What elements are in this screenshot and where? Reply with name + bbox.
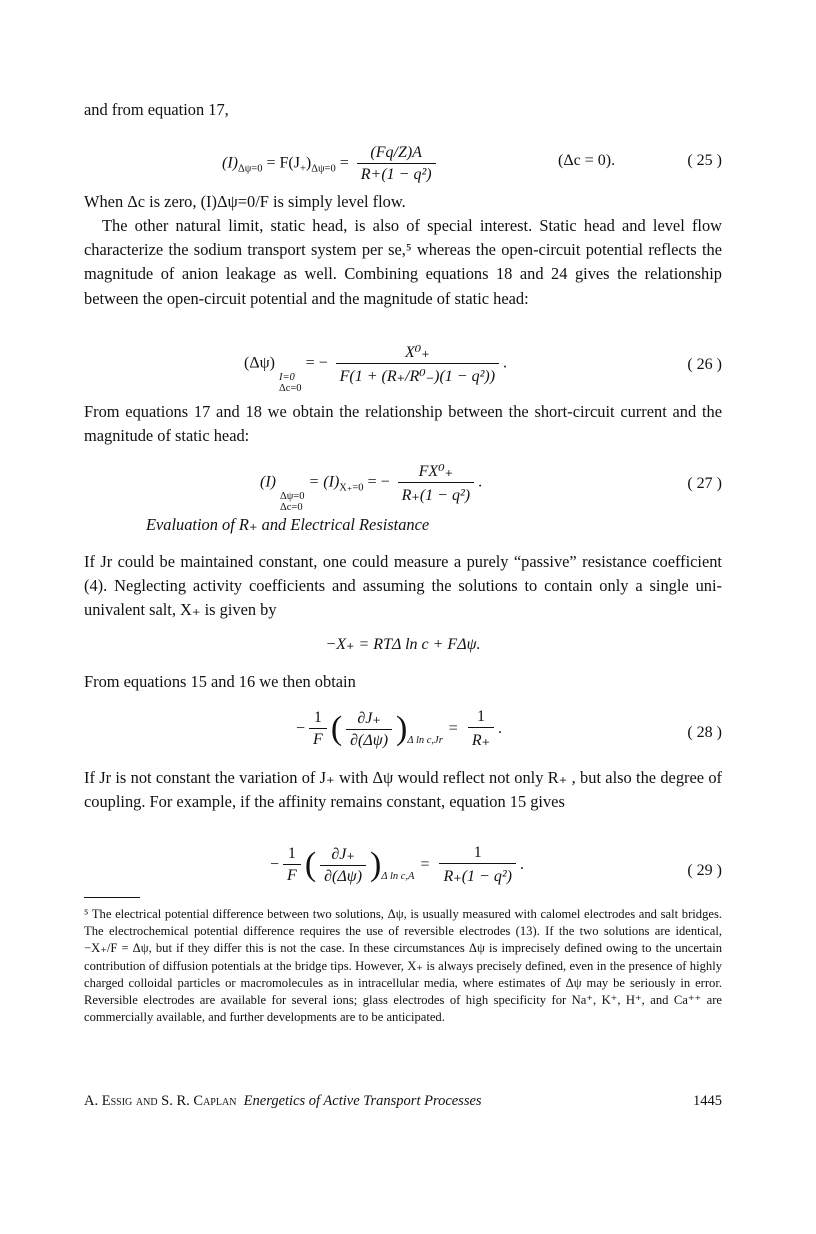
eq25-eqsign: = <box>339 154 349 172</box>
eq29-p-num: ∂J₊ <box>331 846 355 863</box>
footnote-5: ⁵ The electrical potential difference between two solutions, Δψ, is usually measured with calomel electrodes and salt bridges. The electrochemical potential difference requires the use of reversible electrodes (13). If the two solutions are identical, −X₊/F = Δψ, but if they differ this is not the case. In these circumstances Δψ is imprecisely defined owing to the uncertain contribution of diffusion potentials at the bridge tips. However, X₊ is always precisely defined, even in the presence of highly charged colloidal particles or macromolecules as in intracellular media, where estimates of Δψ may be seriously in error. Reversible electrodes are available for several ions; glass electrodes of high specificity for Na⁺, K⁺, H⁺, and Ca⁺⁺ are commercially available, and further developments are to be anticipated. <box>84 907 722 1025</box>
eq28-partial <box>346 708 392 750</box>
eq26-fraction <box>336 342 499 386</box>
eq25-lhs-sub: Δψ=0 <box>237 163 263 175</box>
eq29-number: ( 29 ) <box>687 862 722 879</box>
eq25-lhs: (I) <box>222 154 238 172</box>
equation-x-plus <box>84 634 722 654</box>
eq29-r-den: R₊(1 − q²) <box>439 863 515 886</box>
eq25-denominator: R+(1 − q²) <box>357 163 436 184</box>
equation-28 <box>84 704 722 760</box>
eq29-1-over-f <box>283 845 301 885</box>
eq29-f-den: F <box>283 864 301 885</box>
eq29-r-num: 1 <box>473 844 482 861</box>
eq26-lhs-subscripts <box>279 372 302 394</box>
para-short-circuit: From equations 17 and 18 we obtain the relationship between the short-circuit current and the magnitude of static head: <box>84 402 722 446</box>
eq28-tail: . <box>498 720 503 737</box>
eq26-numerator: X⁰₊ <box>405 344 430 361</box>
eq29-right-paren: ) <box>370 846 382 883</box>
eq28-number: ( 28 ) <box>687 724 722 741</box>
intro-line: and from equation 17, <box>84 100 229 119</box>
eq28-r-num: 1 <box>476 708 485 725</box>
eq28-f-den: F <box>309 728 327 749</box>
eq27-sub-bot: Δc=0 <box>279 501 303 513</box>
section-heading: Evaluation of R₊ and Electrical Resistance <box>146 515 430 534</box>
eq25-mid-close: ) <box>305 154 312 172</box>
eq27-mid-sub: X₊=0 <box>339 482 364 494</box>
eq28-rhs <box>468 708 494 750</box>
eq28-r-den: R₊ <box>468 727 494 750</box>
eq27-eqsign: = − <box>367 473 390 491</box>
eq28-1-over-f <box>309 709 327 749</box>
equation-29 <box>84 844 722 900</box>
eq27-lhs-subscripts <box>280 491 305 513</box>
para-passive-resistance: If Jr could be maintained constant, one could measure a purely “passive” resistance coefficient (4). Neglecting activity coefficients and assuming the solutions to contain only a single uni-univalent salt, X₊ is given by <box>84 552 722 620</box>
eq29-eqsign: = <box>420 856 430 873</box>
footer-citation <box>84 1093 482 1110</box>
eq28-eqsign: = <box>448 720 458 737</box>
eq27-lhs: (I) <box>260 473 276 491</box>
eq28-minus: − <box>296 720 306 737</box>
eq28-p-den: ∂(Δψ) <box>346 729 392 750</box>
eq28-p-num: ∂J₊ <box>357 710 381 727</box>
eq29-partial <box>320 844 366 886</box>
eq27-tail: . <box>478 473 483 491</box>
eq28-left-paren: ( <box>330 710 343 747</box>
eq26-lhs: (Δψ) <box>244 354 275 372</box>
eq29-left-paren: ( <box>304 846 317 883</box>
eq27-number: ( 27 ) <box>687 475 722 492</box>
eq25-fraction <box>357 144 436 184</box>
para-coupling: If Jr is not constant the variation of J₊ with Δψ would reflect not only R₊ , but also the degree of coupling. For example, if the affinity remains constant, equation 15 gives <box>84 768 722 812</box>
page-number: 1445 <box>693 1093 722 1109</box>
eq25-numerator: (Fq/Z)A <box>370 144 422 161</box>
equation-26 <box>84 336 722 394</box>
footer-authors: A. Essig and S. R. Caplan <box>84 1093 237 1109</box>
eq28-subscript: Δ ln c,Jr <box>407 735 443 746</box>
equation-25 <box>84 134 722 186</box>
eq26-number: ( 26 ) <box>687 356 722 373</box>
eq25-mid-sub1: + <box>299 163 306 175</box>
equation-27 <box>84 455 722 513</box>
eq27-fraction <box>398 461 474 505</box>
eq-x-plus-text: −X₊ = RTΔ ln c + FΔψ. <box>325 636 481 653</box>
eq28-right-paren: ) <box>396 710 408 747</box>
eq27-sub-top: Δψ=0 <box>279 490 305 502</box>
eq26-sub-bot: Δc=0 <box>278 382 302 394</box>
footer-title: Energetics of Active Transport Processes <box>243 1093 482 1109</box>
eq29-minus: − <box>270 856 280 873</box>
para-level-flow: When Δc is zero, (I)Δψ=0/F is simply level flow. <box>84 192 406 211</box>
para-static-head: The other natural limit, static head, is also of special interest. Static head and level flow characterize the sodium transport system per se,⁵ whereas the open-circuit potential reflects the magnitude of anion leakage as well. Combining equations 18 and 24 gives the relationship between the open-circuit potential and the magnitude of static head: <box>84 216 722 308</box>
eq25-number: ( 25 ) <box>687 152 722 169</box>
eq26-denominator: F(1 + (R₊/R⁰₋)(1 − q²)) <box>336 363 499 386</box>
eq27-mid: = (I) <box>308 473 340 491</box>
eq29-rhs <box>439 844 515 886</box>
eq28-f-num: 1 <box>313 709 322 726</box>
eq26-sub-top: I=0 <box>278 371 295 383</box>
eq27-denominator: R₊(1 − q²) <box>398 482 474 505</box>
eq29-p-den: ∂(Δψ) <box>320 865 366 886</box>
footnote-rule <box>84 897 140 898</box>
eq27-numerator: FX⁰₊ <box>418 463 454 480</box>
eq26-tail: . <box>503 354 508 372</box>
eq29-tail: . <box>519 856 524 873</box>
eq25-mid: = F(J <box>266 154 300 172</box>
eq26-eqsign: = − <box>305 354 328 372</box>
para-equations-15-16: From equations 15 and 16 we then obtain <box>84 672 356 691</box>
eq29-f-num: 1 <box>287 845 296 862</box>
eq25-mid-sub2: Δψ=0 <box>311 163 336 175</box>
eq29-subscript: Δ ln c,A <box>381 871 415 882</box>
eq25-condition: (Δc = 0). <box>558 152 616 169</box>
